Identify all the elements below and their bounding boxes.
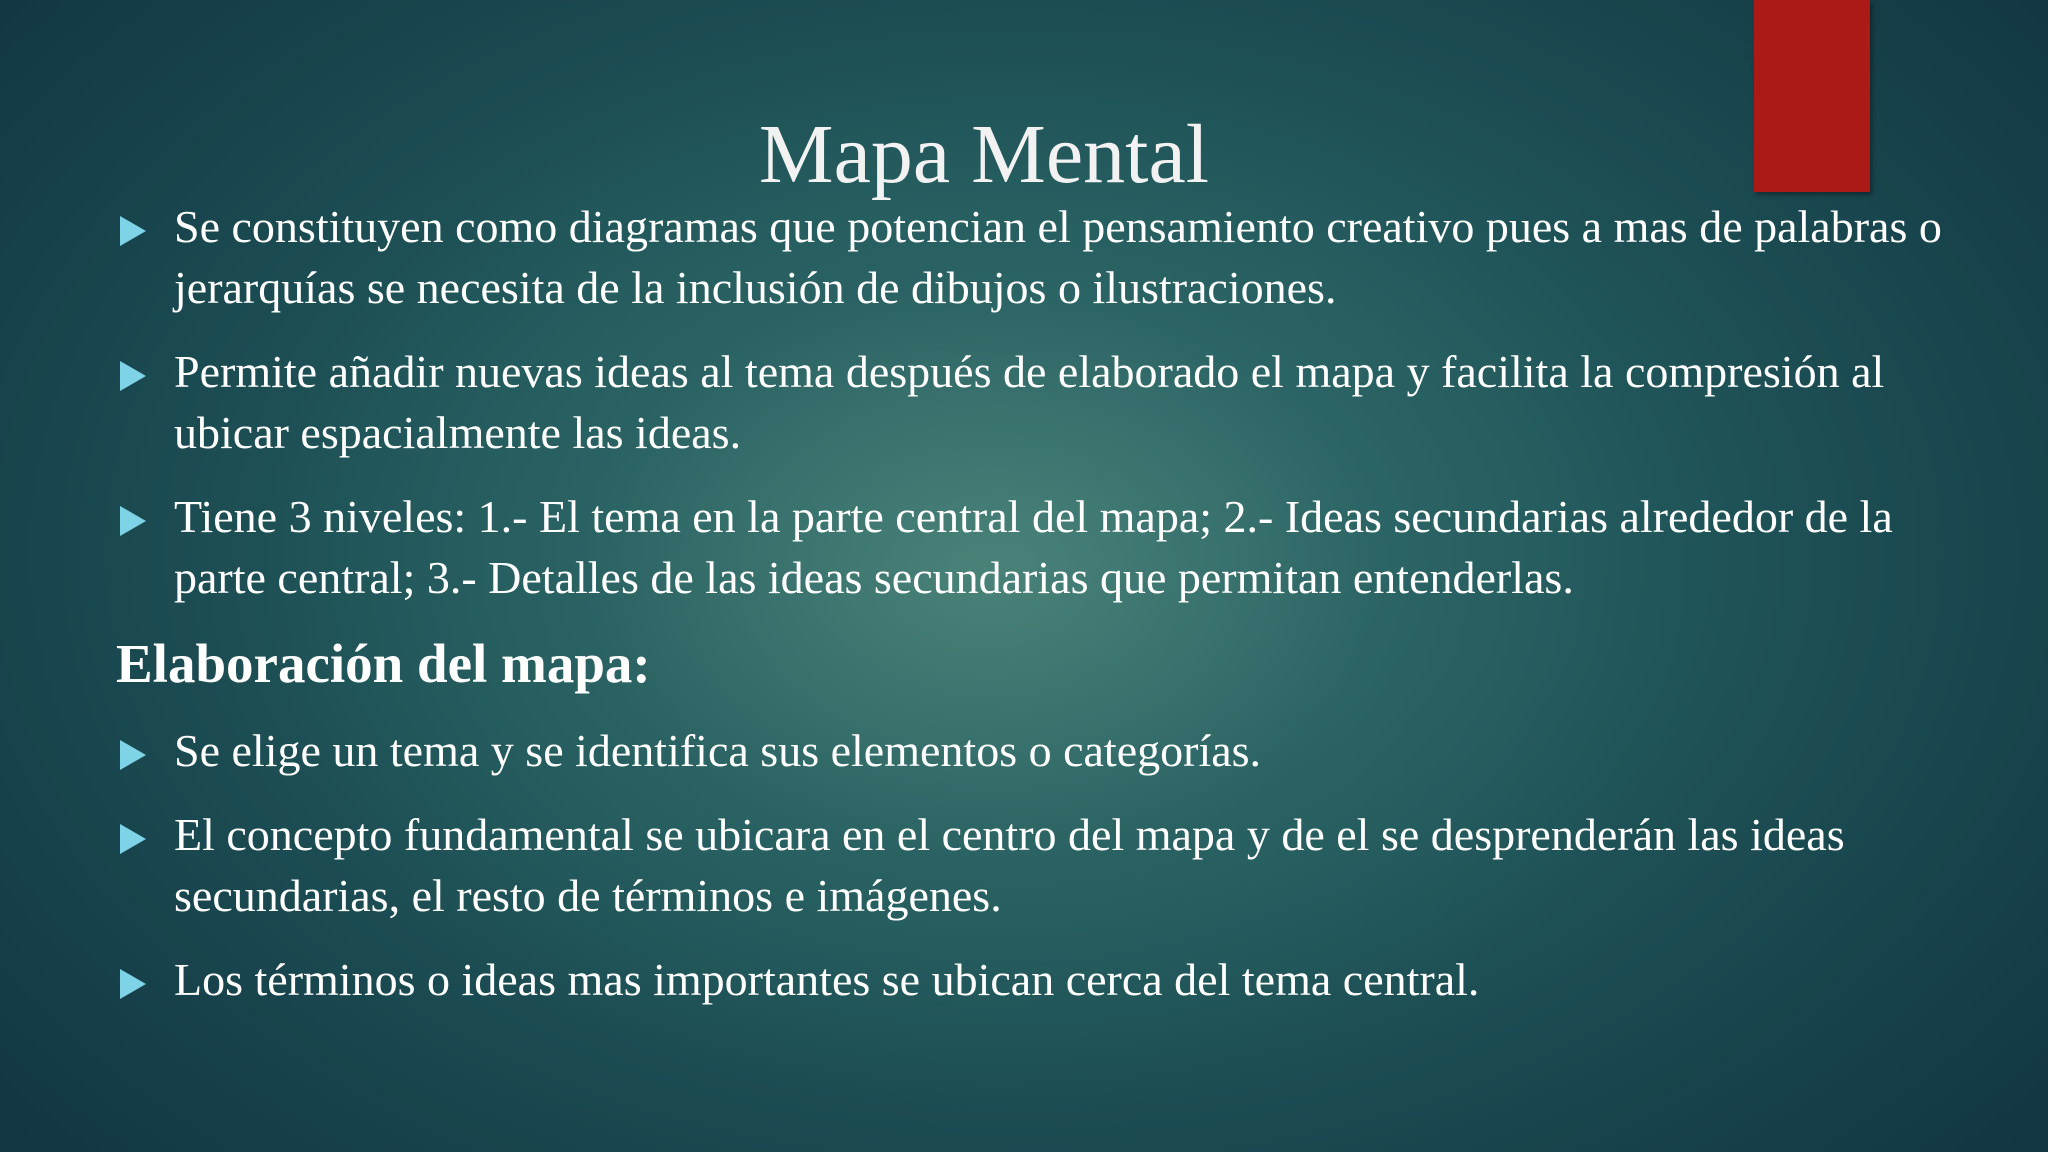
triangle-right-icon [120,969,146,999]
slide-title: Mapa Mental [758,108,1210,202]
bullet-text: El concepto fundamental se ubicara en el centro del mapa y de el se desprenderán las ideas secundarias, el resto de términos e imágenes. [174,809,1845,921]
bullet-text: Tiene 3 niveles: 1.- El tema en la parte central del mapa; 2.- Ideas secundarias alrededor de la parte central; 3.- Detalles de las ideas secundarias que permitan entenderlas. [174,491,1893,603]
section-heading: Elaboración del mapa: [116,633,651,694]
triangle-right-icon [120,216,146,246]
bullet-item [116,720,1986,781]
bullet-item [116,196,1986,318]
bullet-item [116,949,1986,1010]
bullet-text: Permite añadir nuevas ideas al tema después de elaborado el mapa y facilita la compresión al ubicar espacialmente las ideas. [174,346,1885,458]
triangle-right-icon [120,824,146,854]
bullet-item [116,486,1986,608]
triangle-right-icon [120,740,146,770]
bullet-text: Se elige un tema y se identifica sus elementos o categorías. [174,725,1262,776]
bullet-item [116,341,1986,463]
slide-body [116,196,1986,1033]
bullet-text: Se constituyen como diagramas que potencian el pensamiento creativo pues a mas de palabras o jerarquías se necesita de la inclusión de dibujos o ilustraciones. [174,201,1942,313]
triangle-right-icon [120,506,146,536]
triangle-right-icon [120,361,146,391]
bullet-item [116,804,1986,926]
bullet-text: Los términos o ideas mas importantes se ubican cerca del tema central. [174,954,1480,1005]
